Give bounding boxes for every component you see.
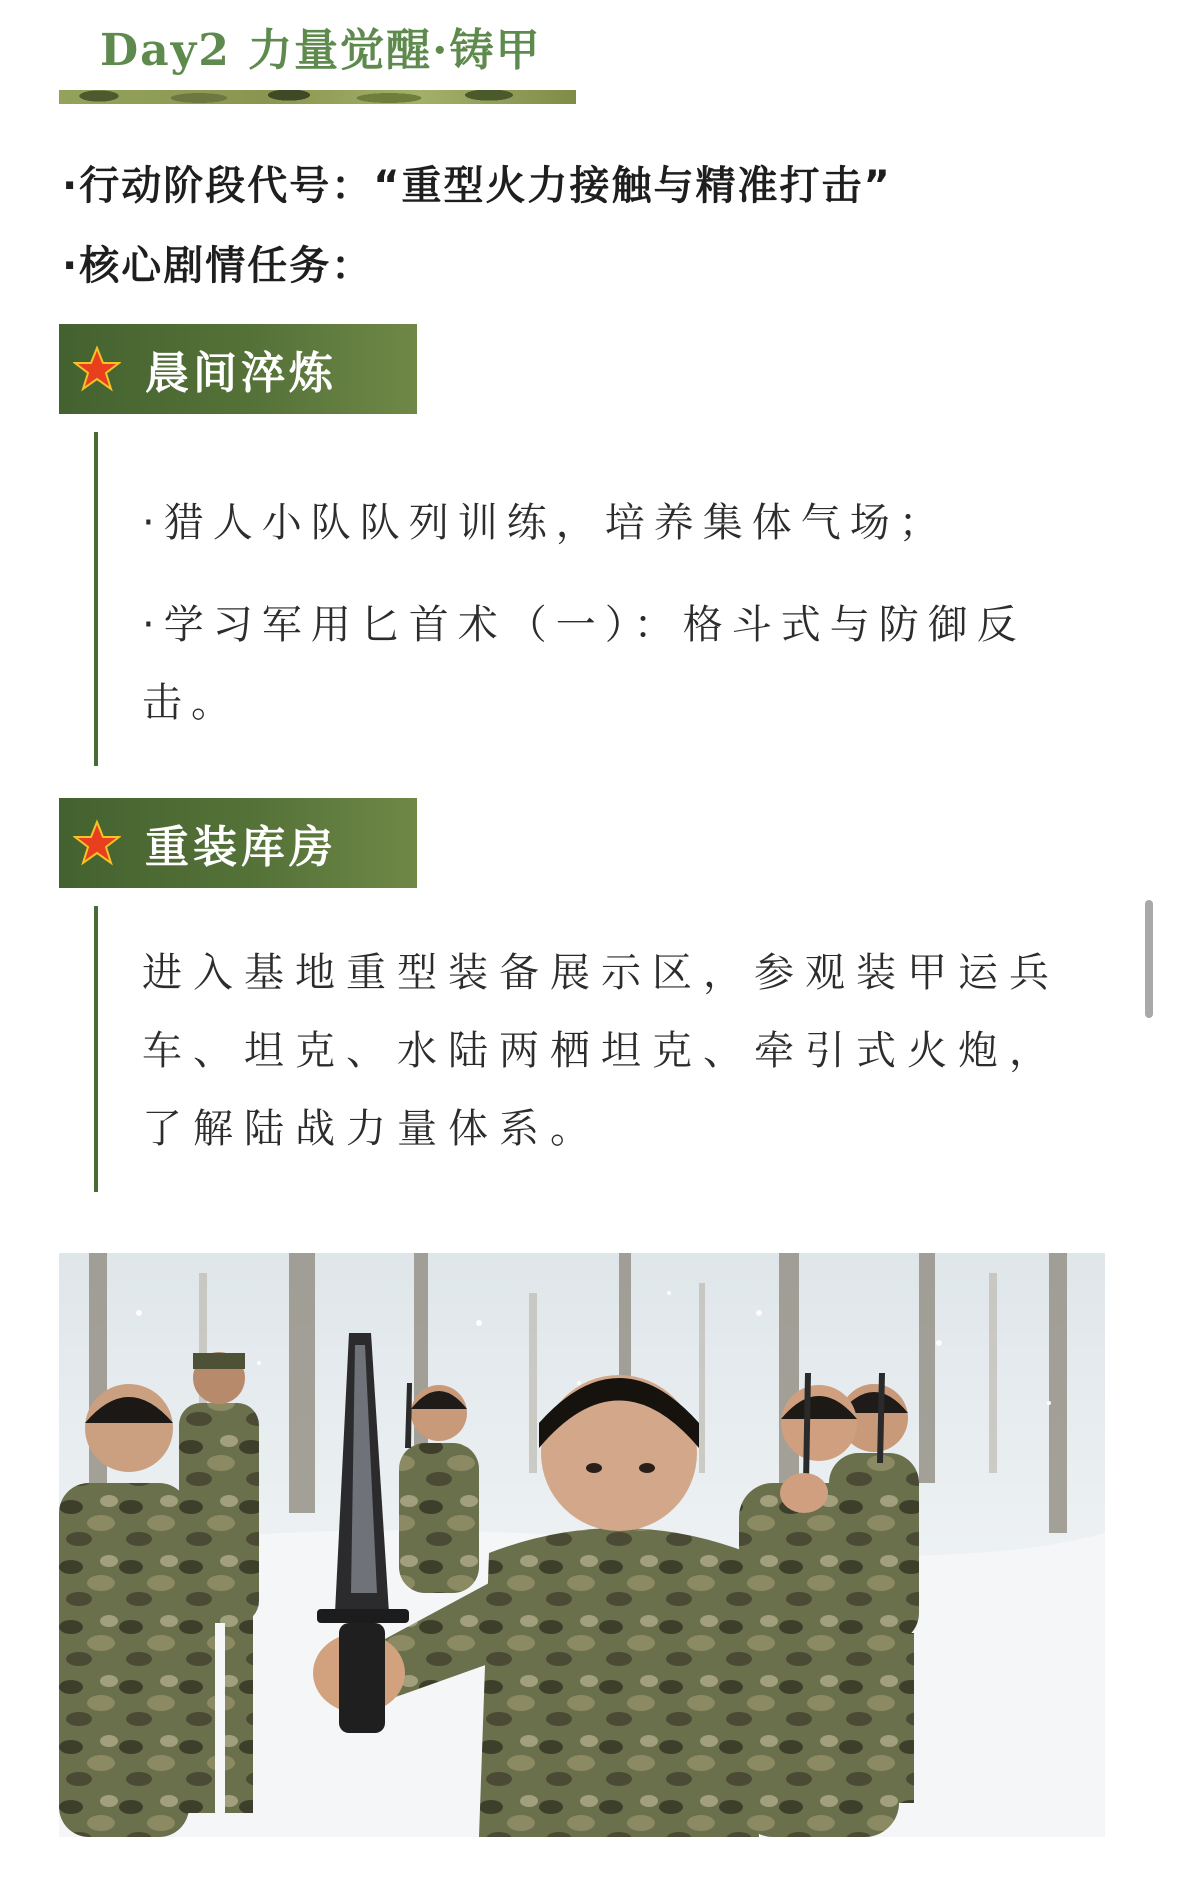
camo-divider	[59, 90, 576, 104]
section-content	[142, 484, 1102, 742]
scrollbar-thumb[interactable]	[1145, 900, 1153, 1018]
code-name-line: ·行动阶段代号：“重型火力接触与精准打击”	[62, 163, 892, 209]
timeline-bar	[94, 432, 98, 766]
training-photo-illustration	[59, 1253, 1105, 1837]
timeline-bar	[94, 906, 98, 1192]
star-icon	[73, 819, 121, 867]
task-item: ·学习军用匕首术（一）：格斗式与防御反击。	[142, 602, 1026, 726]
core-task-line: ·核心剧情任务：	[62, 243, 374, 289]
task-item: 进入基地重型装备展示区，参观装甲运兵车、坦克、水陆两栖坦克、牵引式火炮，了解陆战力量体系。	[142, 950, 1060, 1152]
section-content	[142, 934, 1102, 1168]
section-banner-morning-training	[59, 324, 417, 414]
day-title: Day2 力量觉醒·铸甲	[100, 25, 542, 76]
training-photo	[59, 1253, 1105, 1837]
section-banner-heavy-armory	[59, 798, 417, 888]
section-title: 重装库房	[145, 822, 337, 873]
section-title: 晨间淬炼	[145, 348, 337, 399]
task-item: ·猎人小队队列训练，培养集体气场；	[142, 500, 948, 546]
star-icon	[73, 345, 121, 393]
